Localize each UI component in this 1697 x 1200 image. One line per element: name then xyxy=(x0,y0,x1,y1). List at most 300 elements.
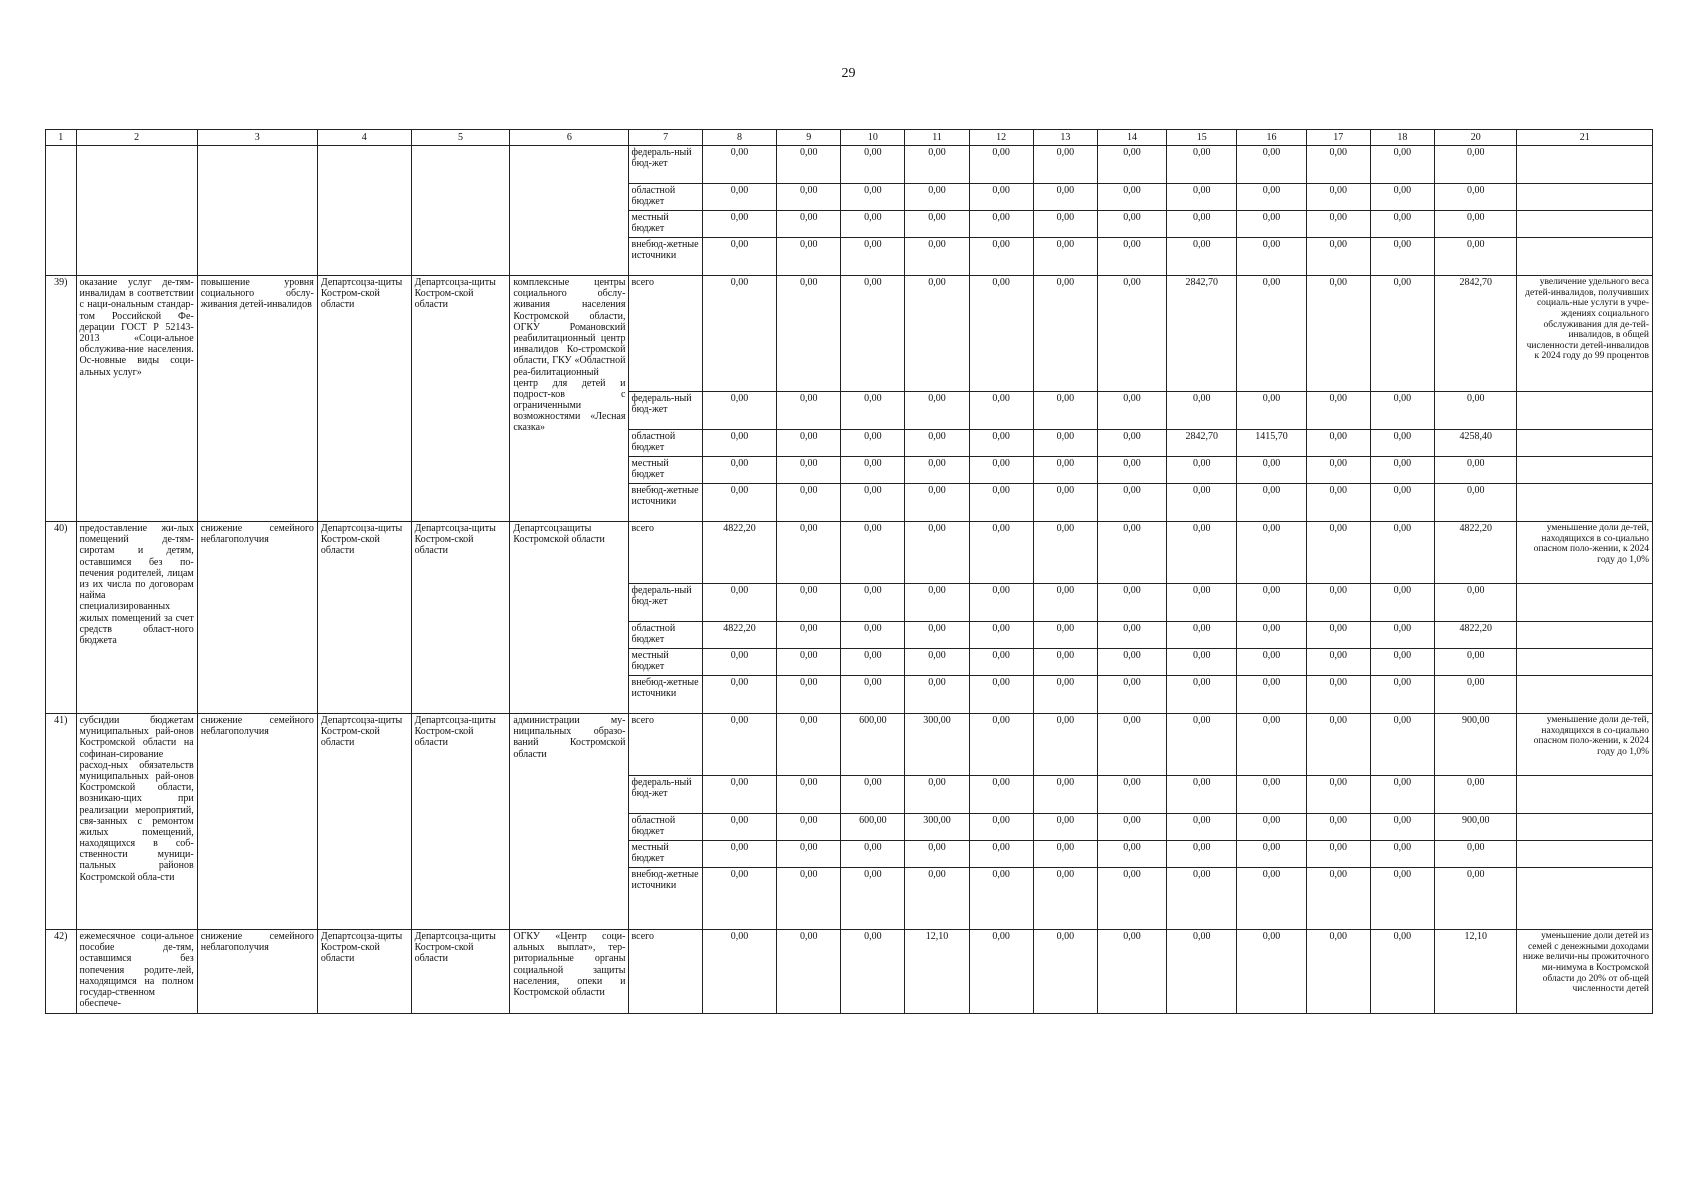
column-number-8: 8 xyxy=(702,130,776,146)
table-cell: 0,00 xyxy=(1306,430,1370,457)
table-cell: 0,00 xyxy=(702,776,776,814)
table-cell: 0,00 xyxy=(841,930,905,1014)
table-cell: 0,00 xyxy=(702,238,776,276)
expected-result: увеличение удельного веса детей-инвалидов, получивших социаль-ные услуги в учре-ждениях социального обслуживания для де-тей-инвалидов, в общей численности детей-инвалидов к 2024 году до 99 процентов xyxy=(1517,276,1653,392)
table-cell: 0,00 xyxy=(1167,392,1237,430)
funding-source: федераль-ный бюд-жет xyxy=(629,146,702,184)
table-cell: 4822,20 xyxy=(702,622,776,649)
continued-cell xyxy=(76,146,197,276)
table-cell: 0,00 xyxy=(1306,584,1370,622)
table-cell: 0,00 xyxy=(702,184,776,211)
expected-result xyxy=(1517,584,1653,622)
column-number-3: 3 xyxy=(197,130,317,146)
table-cell: 0,00 xyxy=(841,276,905,392)
table-cell: 0,00 xyxy=(969,676,1033,714)
table-cell: 0,00 xyxy=(1434,238,1516,276)
table-cell: 0,00 xyxy=(702,814,776,841)
table-body xyxy=(46,130,1653,1014)
page-number: 29 xyxy=(841,66,856,81)
table-cell: 0,00 xyxy=(1033,392,1097,430)
table-cell: 0,00 xyxy=(841,584,905,622)
activity-goal: снижение семейного неблагополучия xyxy=(197,714,317,930)
expected-result xyxy=(1517,430,1653,457)
table-cell: 0,00 xyxy=(1097,430,1166,457)
table-cell: 0,00 xyxy=(1370,841,1434,868)
column-number-9: 9 xyxy=(777,130,841,146)
table-cell: 0,00 xyxy=(1237,622,1306,649)
table-cell: 0,00 xyxy=(905,868,969,930)
table-cell: 0,00 xyxy=(1306,868,1370,930)
table-cell: 0,00 xyxy=(969,776,1033,814)
table-cell: 0,00 xyxy=(905,584,969,622)
table-cell: 0,00 xyxy=(1370,211,1434,238)
table-cell: 0,00 xyxy=(1306,714,1370,776)
table-cell: 0,00 xyxy=(1033,211,1097,238)
table-cell: 0,00 xyxy=(1434,776,1516,814)
table-cell: 0,00 xyxy=(1370,930,1434,1014)
table-cell: 0,00 xyxy=(777,484,841,522)
table-cell: 0,00 xyxy=(777,714,841,776)
table-cell: 0,00 xyxy=(1167,184,1237,211)
table-cell: 0,00 xyxy=(777,868,841,930)
table-cell: 0,00 xyxy=(1167,841,1237,868)
table-cell: 0,00 xyxy=(969,392,1033,430)
table-cell: 1415,70 xyxy=(1237,430,1306,457)
table-cell: 0,00 xyxy=(841,457,905,484)
table-cell: 0,00 xyxy=(1167,146,1237,184)
table-cell: 0,00 xyxy=(1306,814,1370,841)
activity-goal: снижение семейного неблагополучия xyxy=(197,930,317,1014)
table-cell: 2842,70 xyxy=(1434,276,1516,392)
table-cell: 0,00 xyxy=(905,276,969,392)
column-number-4: 4 xyxy=(317,130,411,146)
column-number-16: 16 xyxy=(1237,130,1306,146)
funding-source: федераль-ный бюд-жет xyxy=(629,776,702,814)
table-cell: 2842,70 xyxy=(1167,430,1237,457)
table-cell: 0,00 xyxy=(1097,146,1166,184)
table-cell: 0,00 xyxy=(1097,457,1166,484)
table-cell: 0,00 xyxy=(1370,776,1434,814)
table-cell: 0,00 xyxy=(1033,676,1097,714)
table-cell: 600,00 xyxy=(841,714,905,776)
table-cell: 0,00 xyxy=(1097,930,1166,1014)
table-cell: 0,00 xyxy=(1167,868,1237,930)
column-number-7: 7 xyxy=(629,130,702,146)
table-cell: 0,00 xyxy=(1306,184,1370,211)
table-cell: 0,00 xyxy=(1434,868,1516,930)
table-cell: 12,10 xyxy=(1434,930,1516,1014)
table-cell: 0,00 xyxy=(969,868,1033,930)
activity-goal: повышение уровня социального обслу-живания детей-инвалидов xyxy=(197,276,317,522)
result-cell xyxy=(1517,184,1653,211)
table-cell: 0,00 xyxy=(905,146,969,184)
table-cell: 0,00 xyxy=(1033,146,1097,184)
table-cell: 0,00 xyxy=(1167,457,1237,484)
table-cell: 0,00 xyxy=(1167,584,1237,622)
table-cell: 0,00 xyxy=(1097,584,1166,622)
table-cell: 0,00 xyxy=(1370,868,1434,930)
table-cell: 0,00 xyxy=(1237,841,1306,868)
table-cell: 0,00 xyxy=(969,622,1033,649)
table-cell: 2842,70 xyxy=(1167,276,1237,392)
table-cell: 0,00 xyxy=(1167,814,1237,841)
table-cell: 0,00 xyxy=(1237,522,1306,584)
table-cell: 0,00 xyxy=(1434,649,1516,676)
table-cell: 0,00 xyxy=(1167,622,1237,649)
table-cell: 4822,20 xyxy=(1434,622,1516,649)
table-cell: 0,00 xyxy=(1237,484,1306,522)
table-row xyxy=(46,714,1653,776)
column-number-20: 20 xyxy=(1434,130,1516,146)
table-cell: 0,00 xyxy=(777,522,841,584)
expected-result xyxy=(1517,484,1653,522)
table-row xyxy=(46,146,1653,184)
table-cell: 0,00 xyxy=(1434,676,1516,714)
table-cell: 0,00 xyxy=(1033,841,1097,868)
table-cell: 0,00 xyxy=(1237,649,1306,676)
table-cell: 0,00 xyxy=(1306,841,1370,868)
table-cell: 0,00 xyxy=(702,841,776,868)
table-cell: 0,00 xyxy=(905,238,969,276)
table-cell: 0,00 xyxy=(1033,930,1097,1014)
table-cell: 0,00 xyxy=(777,146,841,184)
table-cell: 0,00 xyxy=(841,522,905,584)
table-cell: 0,00 xyxy=(1306,238,1370,276)
table-cell: 0,00 xyxy=(777,430,841,457)
table-cell: 0,00 xyxy=(969,184,1033,211)
table-cell: 0,00 xyxy=(1097,714,1166,776)
table-cell: 0,00 xyxy=(1306,457,1370,484)
expected-result xyxy=(1517,392,1653,430)
table-cell: 0,00 xyxy=(841,776,905,814)
table-cell: 900,00 xyxy=(1434,814,1516,841)
table-cell: 0,00 xyxy=(1097,814,1166,841)
column-number-2: 2 xyxy=(76,130,197,146)
table-cell: 0,00 xyxy=(1434,211,1516,238)
table-cell: 0,00 xyxy=(969,814,1033,841)
table-cell: 0,00 xyxy=(969,714,1033,776)
table-cell: 0,00 xyxy=(1370,484,1434,522)
table-cell: 0,00 xyxy=(969,430,1033,457)
table-cell: 600,00 xyxy=(841,814,905,841)
table-cell: 0,00 xyxy=(1167,238,1237,276)
activity-name: ежемесячное соци-альное пособие де-тям, оставшимся без попечения родите-лей, находящимся на полном государ-ственном обеспече- xyxy=(76,930,197,1014)
table-cell: 0,00 xyxy=(1033,584,1097,622)
table-cell: 0,00 xyxy=(1033,714,1097,776)
item-number: 39) xyxy=(46,276,77,522)
table-cell: 0,00 xyxy=(1370,146,1434,184)
funding-source: федераль-ный бюд-жет xyxy=(629,584,702,622)
funding-source: внебюд-жетные источники xyxy=(629,676,702,714)
table-cell: 0,00 xyxy=(1033,868,1097,930)
table-cell: 0,00 xyxy=(777,814,841,841)
table-cell: 0,00 xyxy=(1237,146,1306,184)
expected-result xyxy=(1517,776,1653,814)
table-cell: 0,00 xyxy=(969,211,1033,238)
table-cell: 0,00 xyxy=(905,184,969,211)
table-cell: 0,00 xyxy=(1167,776,1237,814)
table-cell: 0,00 xyxy=(702,930,776,1014)
expected-result: уменьшение доли детей из семей с денежными доходами ниже величи-ны прожиточного ми-нимума в Костромской области до 20% от об-щей численности детей xyxy=(1517,930,1653,1014)
table-cell: 0,00 xyxy=(1306,211,1370,238)
result-cell xyxy=(1517,146,1653,184)
table-cell: 0,00 xyxy=(702,649,776,676)
table-cell: 0,00 xyxy=(1237,276,1306,392)
table-cell: 0,00 xyxy=(1167,211,1237,238)
table-cell: 0,00 xyxy=(1370,238,1434,276)
table-cell: 4822,20 xyxy=(702,522,776,584)
table-cell: 0,00 xyxy=(905,522,969,584)
expected-result xyxy=(1517,457,1653,484)
table-cell: 0,00 xyxy=(1097,392,1166,430)
table-cell: 0,00 xyxy=(1237,776,1306,814)
funding-source: всего xyxy=(629,522,702,584)
table-cell: 0,00 xyxy=(1033,814,1097,841)
table-cell: 0,00 xyxy=(841,484,905,522)
table-cell: 0,00 xyxy=(1306,649,1370,676)
continued-cell xyxy=(197,146,317,276)
table-cell: 0,00 xyxy=(777,776,841,814)
table-cell: 0,00 xyxy=(841,676,905,714)
table-cell: 0,00 xyxy=(1306,522,1370,584)
table-cell: 0,00 xyxy=(1033,184,1097,211)
table-cell: 0,00 xyxy=(1097,841,1166,868)
table-cell: 0,00 xyxy=(1097,776,1166,814)
table-cell: 0,00 xyxy=(777,676,841,714)
table-cell: 0,00 xyxy=(1306,276,1370,392)
table-cell: 0,00 xyxy=(1237,814,1306,841)
table-cell: 0,00 xyxy=(905,430,969,457)
table-cell: 0,00 xyxy=(969,584,1033,622)
table-cell: 0,00 xyxy=(1370,584,1434,622)
table-cell: 0,00 xyxy=(702,392,776,430)
funding-source: местный бюджет xyxy=(629,841,702,868)
table-cell: 0,00 xyxy=(841,146,905,184)
table-cell: 0,00 xyxy=(1306,484,1370,522)
table-cell: 0,00 xyxy=(1237,714,1306,776)
table-cell: 0,00 xyxy=(1370,276,1434,392)
table-cell: 900,00 xyxy=(1434,714,1516,776)
table-cell: 0,00 xyxy=(777,392,841,430)
table-cell: 0,00 xyxy=(1097,522,1166,584)
table-cell: 300,00 xyxy=(905,714,969,776)
activity-goal: снижение семейного неблагополучия xyxy=(197,522,317,714)
table-cell: 0,00 xyxy=(1167,522,1237,584)
table-cell: 0,00 xyxy=(1097,238,1166,276)
table-cell: 0,00 xyxy=(841,649,905,676)
column-number-15: 15 xyxy=(1167,130,1237,146)
participants: комплексные центры социального обслу-живания населения Костромской области, ОГКУ Романовский реабилитационный центр инвалидов Ко-стромской области, ГКУ «Областной реа-билитационный центр для детей и подрост-ков с ограниченными возможностями «Лесная сказка» xyxy=(510,276,629,522)
activity-name: субсидии бюджетам муниципальных рай-онов Костромской области на софинан-сирование расход-ных обязательств муниципальных рай-онов Костромской области, возникаю-щих при реализации мероприятий, свя-занных с ремонтом жилых помещений, находящихся в соб-ственности муници-пальных районов Костромской обла-сти xyxy=(76,714,197,930)
activity-name: оказание услуг де-тям-инвалидам в соответствии с наци-ональным стандар-том Российской Фе-дерации ГОСТ Р 52143-2013 «Соци-альное обслужива-ние населения. Ос-новные виды соци-альных услуг» xyxy=(76,276,197,522)
table-row xyxy=(46,276,1653,392)
table-cell: 0,00 xyxy=(841,841,905,868)
table-cell: 4258,40 xyxy=(1434,430,1516,457)
table-cell: 0,00 xyxy=(1370,430,1434,457)
table-cell: 0,00 xyxy=(1097,276,1166,392)
table-cell: 0,00 xyxy=(1237,238,1306,276)
table-cell: 0,00 xyxy=(841,622,905,649)
table-cell: 0,00 xyxy=(1237,392,1306,430)
table-cell: 0,00 xyxy=(1033,776,1097,814)
column-number-5: 5 xyxy=(411,130,510,146)
table-cell: 0,00 xyxy=(841,238,905,276)
table-cell: 0,00 xyxy=(905,841,969,868)
table-cell: 0,00 xyxy=(1033,276,1097,392)
table-cell: 0,00 xyxy=(1097,211,1166,238)
column-number-10: 10 xyxy=(841,130,905,146)
table-cell: 0,00 xyxy=(777,276,841,392)
table-cell: 0,00 xyxy=(1306,676,1370,714)
table-cell: 0,00 xyxy=(777,930,841,1014)
expected-result: уменьшение доли де-тей, находящихся в со-циально опасном поло-жении, к 2024 году до 1,0% xyxy=(1517,522,1653,584)
column-number-21: 21 xyxy=(1517,130,1653,146)
column-number-14: 14 xyxy=(1097,130,1166,146)
column-number-row xyxy=(46,130,1653,146)
table-cell: 0,00 xyxy=(1370,522,1434,584)
table-cell: 0,00 xyxy=(702,676,776,714)
table-cell: 0,00 xyxy=(1167,676,1237,714)
table-cell: 0,00 xyxy=(777,238,841,276)
table-cell: 0,00 xyxy=(905,484,969,522)
coordinator: Департсоцза-щиты Костром-ской области xyxy=(411,714,510,930)
expected-result xyxy=(1517,814,1653,841)
column-number-17: 17 xyxy=(1306,130,1370,146)
table-cell: 0,00 xyxy=(969,649,1033,676)
table-cell: 0,00 xyxy=(841,430,905,457)
table-cell: 0,00 xyxy=(1033,484,1097,522)
table-cell: 0,00 xyxy=(1033,457,1097,484)
table-cell: 300,00 xyxy=(905,814,969,841)
table-cell: 0,00 xyxy=(1237,184,1306,211)
table-cell: 0,00 xyxy=(1370,457,1434,484)
table-cell: 0,00 xyxy=(777,184,841,211)
participants: ОГКУ «Центр соци-альных выплат», тер-риториальные органы социальной защиты населения, опеки и Костромской области xyxy=(510,930,629,1014)
activity-name: предоставление жи-лых помещений де-тям-сиротам и детям, оставшимся без по-печения родителей, лицам из их числа по договорам найма специализированных жилых помещений за счет средств област-ного бюджета xyxy=(76,522,197,714)
expected-result xyxy=(1517,676,1653,714)
continued-cell xyxy=(46,146,77,276)
table-cell: 0,00 xyxy=(1434,392,1516,430)
funding-source: областной бюджет xyxy=(629,814,702,841)
table-cell: 0,00 xyxy=(905,211,969,238)
table-cell: 0,00 xyxy=(1097,649,1166,676)
table-cell: 0,00 xyxy=(905,392,969,430)
table-cell: 0,00 xyxy=(1097,622,1166,649)
table-cell: 0,00 xyxy=(969,238,1033,276)
table-cell: 0,00 xyxy=(841,392,905,430)
table-cell: 0,00 xyxy=(1434,841,1516,868)
funding-source: внебюд-жетные источники xyxy=(629,868,702,930)
coordinator: Департсоцза-щиты Костром-ской области xyxy=(411,276,510,522)
table-cell: 0,00 xyxy=(777,622,841,649)
table-cell: 0,00 xyxy=(1033,649,1097,676)
table-cell: 0,00 xyxy=(1033,238,1097,276)
column-number-18: 18 xyxy=(1370,130,1434,146)
table-cell: 0,00 xyxy=(1370,392,1434,430)
table-cell: 0,00 xyxy=(1370,814,1434,841)
responsible-executor: Департсоцза-щиты Костром-ской области xyxy=(317,522,411,714)
table-cell: 0,00 xyxy=(1434,184,1516,211)
table-cell: 0,00 xyxy=(969,276,1033,392)
table-cell: 0,00 xyxy=(905,649,969,676)
table-cell: 0,00 xyxy=(1306,622,1370,649)
table-cell: 0,00 xyxy=(1370,714,1434,776)
expected-result xyxy=(1517,841,1653,868)
table-cell: 0,00 xyxy=(702,457,776,484)
funding-source: местный бюджет xyxy=(629,211,702,238)
table-cell: 0,00 xyxy=(1097,184,1166,211)
expected-result xyxy=(1517,649,1653,676)
column-number-1: 1 xyxy=(46,130,77,146)
funding-source: всего xyxy=(629,714,702,776)
table-cell: 0,00 xyxy=(969,457,1033,484)
responsible-executor: Департсоцза-щиты Костром-ской области xyxy=(317,714,411,930)
table-cell: 0,00 xyxy=(702,211,776,238)
column-number-6: 6 xyxy=(510,130,629,146)
funding-source: местный бюджет xyxy=(629,649,702,676)
table-cell: 0,00 xyxy=(777,211,841,238)
item-number: 42) xyxy=(46,930,77,1014)
table-cell: 0,00 xyxy=(969,930,1033,1014)
table-cell: 0,00 xyxy=(1237,211,1306,238)
table-cell: 0,00 xyxy=(1370,184,1434,211)
table-cell: 0,00 xyxy=(969,146,1033,184)
expected-result: уменьшение доли де-тей, находящихся в со-циально опасном поло-жении, к 2024 году до 1,0% xyxy=(1517,714,1653,776)
funding-source: внебюд-жетные источники xyxy=(629,238,702,276)
table-cell: 0,00 xyxy=(702,484,776,522)
responsible-executor: Департсоцза-щиты Костром-ской области xyxy=(317,276,411,522)
table-cell: 0,00 xyxy=(777,457,841,484)
funding-source: всего xyxy=(629,276,702,392)
table-cell: 0,00 xyxy=(1306,930,1370,1014)
table-cell: 0,00 xyxy=(1097,868,1166,930)
table-cell: 0,00 xyxy=(969,484,1033,522)
table-cell: 0,00 xyxy=(1237,584,1306,622)
table-cell: 4822,20 xyxy=(1434,522,1516,584)
column-number-11: 11 xyxy=(905,130,969,146)
table-cell: 0,00 xyxy=(841,211,905,238)
table-row xyxy=(46,522,1653,584)
table-cell: 0,00 xyxy=(1033,622,1097,649)
table-cell: 0,00 xyxy=(1434,584,1516,622)
table-cell: 0,00 xyxy=(702,430,776,457)
funding-source: областной бюджет xyxy=(629,622,702,649)
table-cell: 0,00 xyxy=(1033,430,1097,457)
table-cell: 0,00 xyxy=(1306,392,1370,430)
responsible-executor: Департсоцза-щиты Костром-ской области xyxy=(317,930,411,1014)
table-cell: 0,00 xyxy=(1033,522,1097,584)
table-cell: 0,00 xyxy=(905,676,969,714)
table-row xyxy=(46,930,1653,1014)
result-cell xyxy=(1517,211,1653,238)
funding-source: областной бюджет xyxy=(629,184,702,211)
table-cell: 0,00 xyxy=(969,522,1033,584)
table-cell: 0,00 xyxy=(702,584,776,622)
table-cell: 0,00 xyxy=(841,184,905,211)
column-number-13: 13 xyxy=(1033,130,1097,146)
table-cell: 0,00 xyxy=(1237,457,1306,484)
table-cell: 0,00 xyxy=(702,868,776,930)
table-cell: 0,00 xyxy=(905,622,969,649)
column-number-12: 12 xyxy=(969,130,1033,146)
table-cell: 0,00 xyxy=(777,649,841,676)
table-cell: 0,00 xyxy=(1370,622,1434,649)
coordinator: Департсоцза-щиты Костром-ской области xyxy=(411,930,510,1014)
funding-source: всего xyxy=(629,930,702,1014)
table-cell: 0,00 xyxy=(969,841,1033,868)
table-cell: 0,00 xyxy=(1434,484,1516,522)
item-number: 41) xyxy=(46,714,77,930)
